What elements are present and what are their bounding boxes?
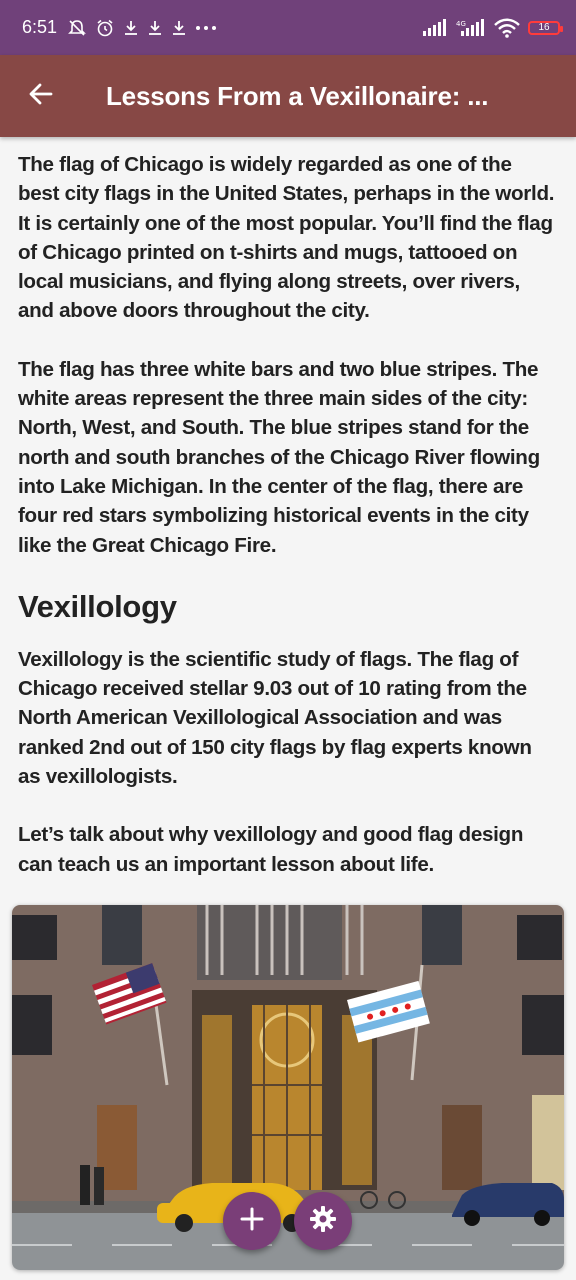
plus-icon (239, 1206, 265, 1237)
download-icon (147, 19, 163, 37)
status-right-icons (422, 18, 560, 38)
add-button[interactable] (223, 1192, 281, 1250)
notifications-off-icon (67, 18, 87, 38)
signal-icon (456, 19, 486, 37)
svg-text:4G: 4G (456, 19, 466, 28)
download-icon (171, 19, 187, 37)
article-paragraph: The flag has three white bars and two blue stripes. The white areas represent the three main sides of the city: North, West, and South. The blue stripes stand for the north and south branches of the Chicago River flowing into Lake Michigan. In the center of the flag, there are four red stars symbolizing historical events in the city like the Great Chicago Fire. (18, 357, 540, 557)
wifi-icon (494, 18, 520, 38)
article-paragraph: Vexillology is the scientific study of flags. The flag of Chicago received stellar 9.03 out of 10 rating from the North American Vexillological Association and was ranked 2nd out of 150 city flags by flag experts known as vexillologists. (18, 647, 532, 789)
page-title: Lessons From a Vexillonaire: ... (106, 80, 489, 111)
arrow-left-icon (27, 80, 55, 113)
download-icon (123, 19, 139, 37)
battery-level: 16 (538, 22, 550, 33)
status-bar (0, 0, 576, 55)
signal-icon (422, 19, 448, 37)
gear-icon (309, 1205, 337, 1238)
status-time: 6:51 (22, 17, 58, 37)
settings-button[interactable] (294, 1192, 352, 1250)
status-left-icons (67, 18, 217, 38)
article-content (18, 150, 558, 908)
alarm-icon (95, 18, 115, 38)
app-bar (0, 55, 576, 137)
article-paragraph: Let’s talk about why vexillology and good flag design can teach us an important lesson about life. (18, 823, 524, 876)
article-paragraph: The flag of Chicago is widely regarded as one of the best city flags in the United States, perhaps in the world. It is certainly one of the most popular. You’ll find the flag of Chicago printed on t-shirts and mugs, tattooed on local musicians, and flying along streets, over rivers, and above doors throughout the city. (18, 153, 555, 323)
more-icon (195, 24, 217, 32)
battery-icon (528, 21, 560, 35)
back-button[interactable] (0, 55, 82, 137)
article-image (12, 905, 564, 1270)
section-heading: Vexillology (18, 588, 177, 624)
